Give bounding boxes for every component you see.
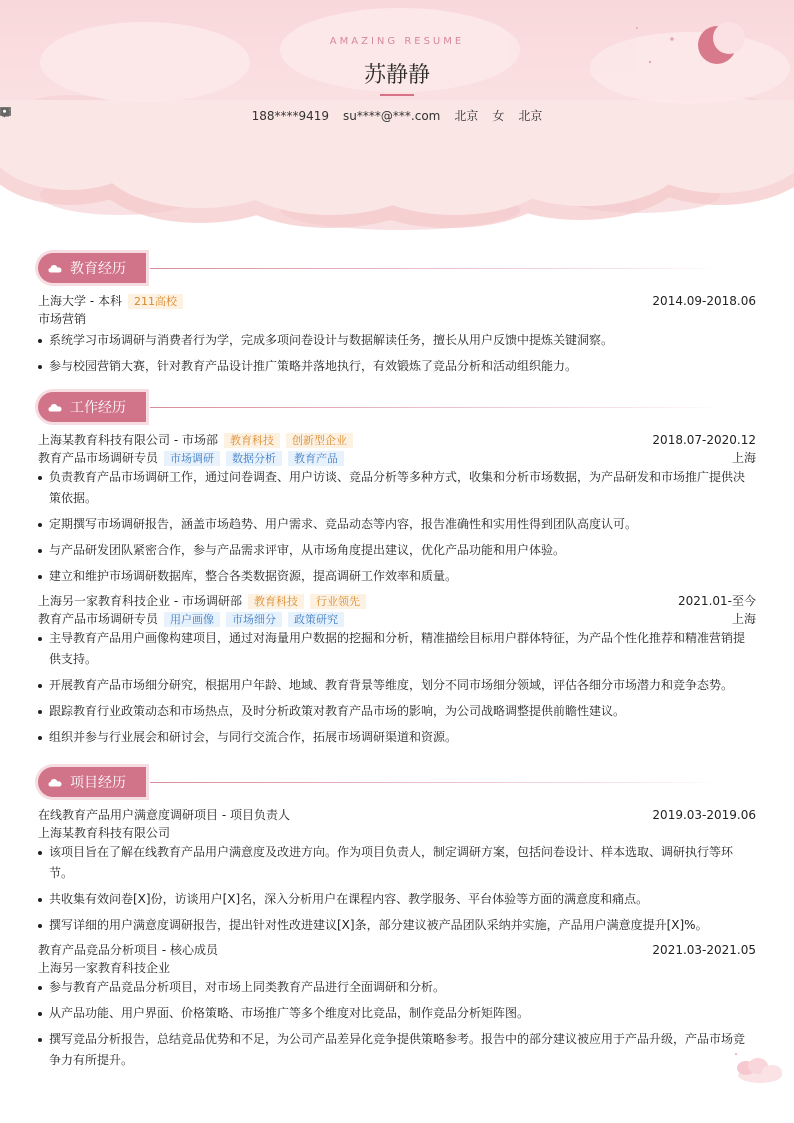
list-item: 该项目旨在了解在线教育产品用户满意度及改进方向。作为项目负责人，制定调研方案，包括问卷设计、样本选取、调研执行等环节。 <box>38 842 756 884</box>
projects-section <box>38 767 756 1076</box>
job-company: 上海另一家教育科技企业 - 市场调研部 <box>38 594 242 608</box>
role-tag: 市场调研 <box>164 451 220 466</box>
school-tag: 211高校 <box>128 294 183 309</box>
gender-text: 女 <box>492 109 505 123</box>
project-bullets <box>38 977 756 1071</box>
job-date: 2021.01-至今 <box>678 594 756 608</box>
contact-phone <box>252 109 329 123</box>
project-org: 上海另一家教育科技企业 <box>38 961 171 975</box>
company-tag: 创新型企业 <box>286 433 353 448</box>
project-date: 2019.03-2019.06 <box>652 808 756 822</box>
list-item: 系统学习市场调研与消费者行为学，完成多项问卷设计与数据解读任务，擅长从用户反馈中提炼关键洞察。 <box>38 330 756 351</box>
job-city: 上海 <box>731 451 756 465</box>
project-date: 2021.03-2021.05 <box>652 943 756 957</box>
job-bullets <box>38 467 756 587</box>
cloud-icon <box>48 778 62 787</box>
list-item: 组织并参与行业展会和研讨会，与同行交流合作，拓展市场调研渠道和资源。 <box>38 727 756 748</box>
job-city: 上海 <box>731 612 756 626</box>
projects-title: 项目经历 <box>70 775 126 791</box>
work-title: 工作经历 <box>70 400 126 416</box>
work-section-header <box>38 392 756 424</box>
project-name: 教育产品竞品分析项目 - 核心成员 <box>38 943 218 957</box>
list-item: 负责教育产品市场调研工作，通过问卷调查、用户访谈、竞品分析等多种方式，收集和分析市场数据，为产品研发和市场推广提供决策依据。 <box>38 467 756 509</box>
education-section <box>38 253 756 382</box>
school-name: 上海大学 - 本科 <box>38 294 122 308</box>
work-section <box>38 392 756 753</box>
name-underline <box>380 94 414 96</box>
job-role-row <box>38 610 756 628</box>
location-text: 北京 <box>518 109 543 123</box>
cloud-icon <box>48 403 62 412</box>
education-row <box>38 292 756 310</box>
list-item: 与产品研发团队紧密合作，参与产品需求评审，从市场角度提出建议，优化产品功能和用户体验。 <box>38 540 756 561</box>
project-title-row <box>38 941 756 959</box>
company-tag: 行业领先 <box>310 594 366 609</box>
education-section-header <box>38 253 756 285</box>
phone-text: 188****9419 <box>251 108 330 123</box>
role-tag: 数据分析 <box>226 451 282 466</box>
list-item: 建立和维护市场调研数据库，整合各类数据资源，提高调研工作效率和质量。 <box>38 566 756 587</box>
list-item: 共收集有效问卷[X]份，访谈用户[X]名，深入分析用户在课程内容、教学服务、平台体验等方面的满意度和痛点。 <box>38 889 756 910</box>
contact-home <box>454 107 478 124</box>
work-title-pill <box>38 392 146 422</box>
contact-location <box>518 107 542 124</box>
job-entry <box>38 592 756 748</box>
contact-email <box>343 109 440 123</box>
education-bullets <box>38 330 756 377</box>
contact-gender <box>492 107 504 124</box>
list-item: 从产品功能、用户界面、价格策略、市场推广等多个维度对比竞品，制作竞品分析矩阵图。 <box>38 1003 756 1024</box>
job-role: 教育产品市场调研专员 <box>38 451 159 465</box>
list-item: 撰写详细的用户满意度调研报告，提出针对性改进建议[X]条，部分建议被产品团队采纳并实施，产品用户满意度提升[X]%。 <box>38 915 756 936</box>
list-item: 主导教育产品用户画像构建项目，通过对海量用户数据的挖掘和分析，精准描绘目标用户群体特征，为产品个性化推荐和精准营销提供支持。 <box>38 628 756 670</box>
resume-header <box>0 0 794 232</box>
list-item: 参与校园营销大赛，针对教育产品设计推广策略并落地执行，有效锻炼了竞品分析和活动组织能力。 <box>38 356 756 377</box>
education-major: 市场营销 <box>38 312 87 326</box>
cloud-icon <box>48 264 62 273</box>
candidate-name: 苏静静 <box>363 63 430 88</box>
email-text: su****@***.com <box>343 108 441 123</box>
project-bullets <box>38 842 756 936</box>
section-divider <box>150 407 722 408</box>
location-pin-icon <box>0 107 9 118</box>
job-entry <box>38 431 756 587</box>
role-tag: 政策研究 <box>288 612 344 627</box>
education-date: 2014.09-2018.06 <box>652 294 756 308</box>
role-tag: 用户画像 <box>164 612 220 627</box>
role-tag: 市场细分 <box>226 612 282 627</box>
resume-kicker: AMAZING RESUME <box>329 36 465 47</box>
education-title-pill <box>38 253 146 283</box>
home-city-text: 北京 <box>454 109 479 123</box>
section-divider <box>150 268 722 269</box>
job-date: 2018.07-2020.12 <box>652 433 756 447</box>
project-title-row <box>38 806 756 824</box>
role-tag: 教育产品 <box>288 451 344 466</box>
list-item: 跟踪教育行业政策动态和市场热点，及时分析政策对教育产品市场的影响，为公司战略调整提供前瞻性建议。 <box>38 701 756 722</box>
projects-title-pill <box>38 767 146 797</box>
education-title: 教育经历 <box>70 261 126 277</box>
projects-section-header <box>38 767 756 799</box>
list-item: 参与教育产品竞品分析项目，对市场上同类教育产品进行全面调研和分析。 <box>38 977 756 998</box>
job-role-row <box>38 449 756 467</box>
project-entry <box>38 806 756 936</box>
job-role: 教育产品市场调研专员 <box>38 612 159 626</box>
job-company-row <box>38 431 756 449</box>
decorative-cloud-icon <box>728 1052 786 1086</box>
job-bullets <box>38 628 756 748</box>
section-divider <box>150 782 722 783</box>
project-name: 在线教育产品用户满意度调研项目 - 项目负责人 <box>38 808 290 822</box>
list-item: 定期撰写市场调研报告，涵盖市场趋势、用户需求、竞品动态等内容，报告准确性和实用性得到团队高度认可。 <box>38 514 756 535</box>
job-company-row <box>38 592 756 610</box>
list-item: 撰写竞品分析报告，总结竞品优势和不足，为公司产品差异化竞争提供策略参考。报告中的部分建议被应用于产品升级，产品市场竞争力有所提升。 <box>38 1029 756 1071</box>
job-company: 上海某教育科技有限公司 - 市场部 <box>38 433 218 447</box>
project-entry <box>38 941 756 1071</box>
list-item: 开展教育产品市场细分研究，根据用户年龄、地域、教育背景等维度，划分不同市场细分领域，评估各细分市场潜力和竞争态势。 <box>38 675 756 696</box>
contact-bar <box>0 107 794 124</box>
company-tag: 教育科技 <box>224 433 280 448</box>
company-tag: 教育科技 <box>248 594 304 609</box>
project-org: 上海某教育科技有限公司 <box>38 826 171 840</box>
